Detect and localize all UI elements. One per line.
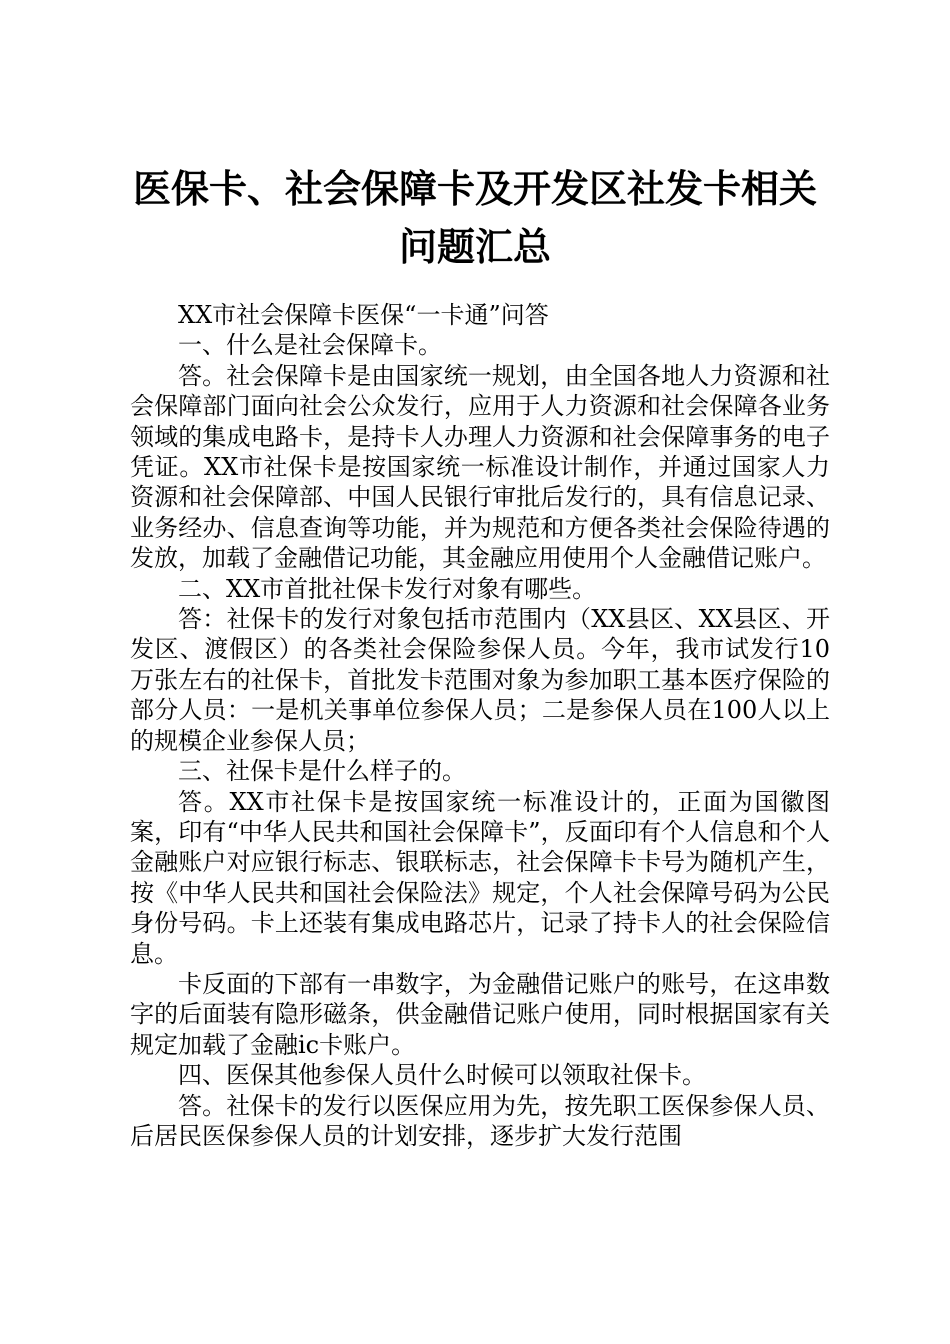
paragraph-answer-3-continued: 卡反面的下部有一串数字，为金融借记账户的账号，在这串数字的后面装有隐形磁条，供金融借记账户使用，同时根据国家有关规定加载了金融ic卡账户。 xyxy=(130,969,830,1059)
paragraph-question-4: 四、医保其他参保人员什么时候可以领取社保卡。 xyxy=(178,1061,706,1090)
paragraph-question-3: 三、社保卡是什么样子的。 xyxy=(178,757,466,786)
paragraph-answer-3: 答。XX市社保卡是按国家统一标准设计的，正面为国徽图案，印有“中华人民共和国社会保障卡”，反面印有个人信息和个人金融账户对应银行标志、银联标志，社会保障卡卡号为随机产生，按《中华人民共和国社会保险法》规定，个人社会保障号码为公民身份号码。卡上还装有集成电路芯片，记录了持卡人的社会保险信息。 xyxy=(130,787,830,968)
paragraph-question-1: 一、什么是社会保障卡。 xyxy=(178,331,442,360)
paragraph-answer-4: 答。社保卡的发行以医保应用为先，按先职工医保参保人员、后居民医保参保人员的计划安排，逐步扩大发行范围 xyxy=(130,1091,830,1150)
paragraph-question-2: 二、XX市首批社保卡发行对象有哪些。 xyxy=(178,574,597,603)
paragraph-answer-2: 答：社保卡的发行对象包括市范围内（XX县区、XX县区、开发区、渡假区）的各类社会保险参保人员。今年，我市试发行10万张左右的社保卡，首批发卡范围对象为参加职工基本医疗保险的部分人员：一是机关事单位参保人员；二是参保人员在100人以上的规模企业参保人员； xyxy=(130,605,830,755)
document-body xyxy=(130,300,830,1151)
document-title: 医保卡、社会保障卡及开发区社发卡相关问题汇总 xyxy=(132,166,817,269)
paragraph-subtitle: XX市社会保障卡医保“一卡通”问答 xyxy=(178,301,549,329)
paragraph-answer-1: 答。社会保障卡是由国家统一规划，由全国各地人力资源和社会保障部门面向社会公众发行，应用于人力资源和社会保障各业务领域的集成电路卡，是持卡人办理人力资源和社会保障事务的电子凭证。XX市社保卡是按国家统一标准设计制作，并通过国家人力资源和社会保障部、中国人民银行审批后发行的，具有信息记录、业务经办、信息查询等功能，并为规范和方便各类社会保险待遇的发放，加载了金融借记功能，其金融应用使用个人金融借记账户。 xyxy=(130,361,830,573)
